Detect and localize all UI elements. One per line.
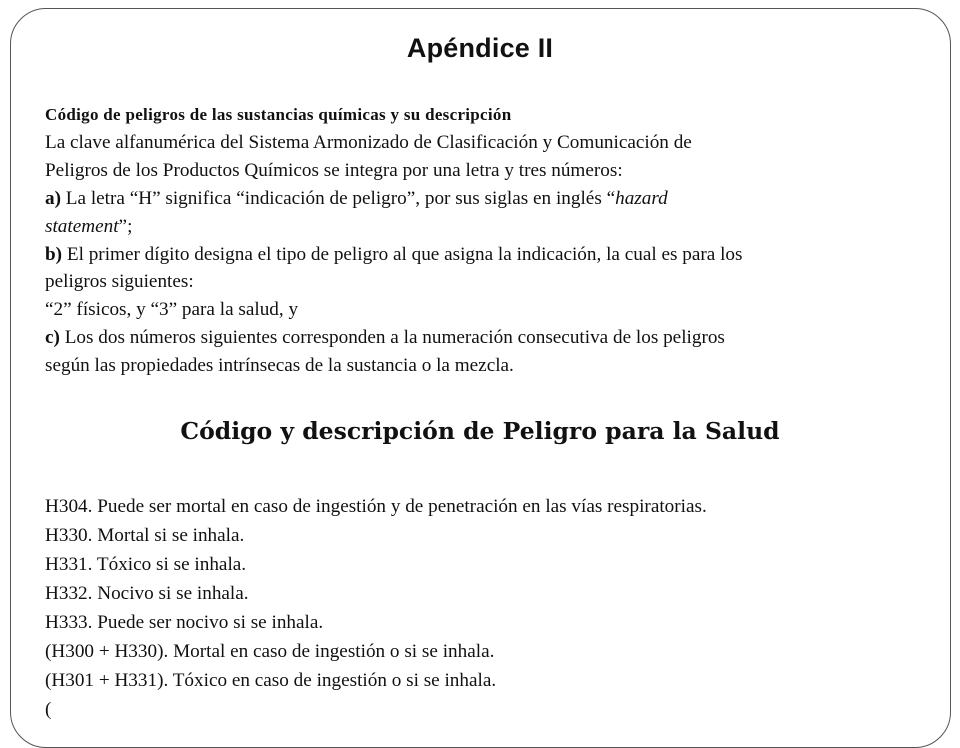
intro-line: Peligros de los Productos Químicos se integra por una letra y tres números: xyxy=(45,159,623,181)
item-c-text: Los dos números siguientes corresponden a la numeración consecutiva de los peligros xyxy=(59,327,725,349)
item-c xyxy=(45,324,925,352)
hazard-code-item: H330. Mortal si se inhala. xyxy=(45,525,245,546)
section-title: Código y descripción de Peligro para la Salud xyxy=(180,417,780,445)
item-a-label: a) xyxy=(45,187,61,209)
item-c-cont: según las propiedades intrínsecas de la sustancia o la mezcla. xyxy=(45,355,514,377)
item-c-label: c) xyxy=(45,327,60,349)
item-b-cont: peligros siguientes: xyxy=(45,271,194,293)
hazard-code-item: H304. Puede ser mortal en caso de ingestión y de penetración en las vías respiratorias. xyxy=(45,496,707,517)
hazard-code-item: H332. Nocivo si se inhala. xyxy=(45,583,249,604)
item-a xyxy=(45,185,925,213)
item-a-cont xyxy=(45,213,925,241)
intro-heading: Código de peligros de las sustancias químicas y su descripción xyxy=(45,105,512,124)
intro-block xyxy=(45,101,925,380)
hazard-code-item: (H301 + H331). Tóxico en caso de ingestión o si se inhala. xyxy=(45,670,497,691)
item-b-cont: “2” físicos, y “3” para la salud, y xyxy=(45,299,299,321)
hazard-code-item: ( xyxy=(45,699,52,720)
hazard-code-list xyxy=(45,492,925,724)
item-b xyxy=(45,241,925,269)
item-a-italic: statement xyxy=(45,215,119,237)
page-title: Apéndice II xyxy=(406,33,554,63)
intro-line: La clave alfanumérica del Sistema Armonizado de Clasificación y Comunicación de xyxy=(45,131,692,153)
item-a-text: La letra “H” significa “indicación de peligro”, por sus siglas en inglés “ xyxy=(60,187,616,209)
item-a-italic: hazard xyxy=(615,187,668,209)
hazard-code-item: H331. Tóxico si se inhala. xyxy=(45,554,247,575)
hazard-code-item: H333. Puede ser nocivo si se inhala. xyxy=(45,612,324,633)
hazard-code-item: (H300 + H330). Mortal en caso de ingestión o si se inhala. xyxy=(45,641,495,662)
item-b-label: b) xyxy=(45,243,63,265)
item-a-end: ”; xyxy=(118,215,133,237)
item-b-text: El primer dígito designa el tipo de peligro al que asigna la indicación, la cual es para los xyxy=(62,243,743,265)
